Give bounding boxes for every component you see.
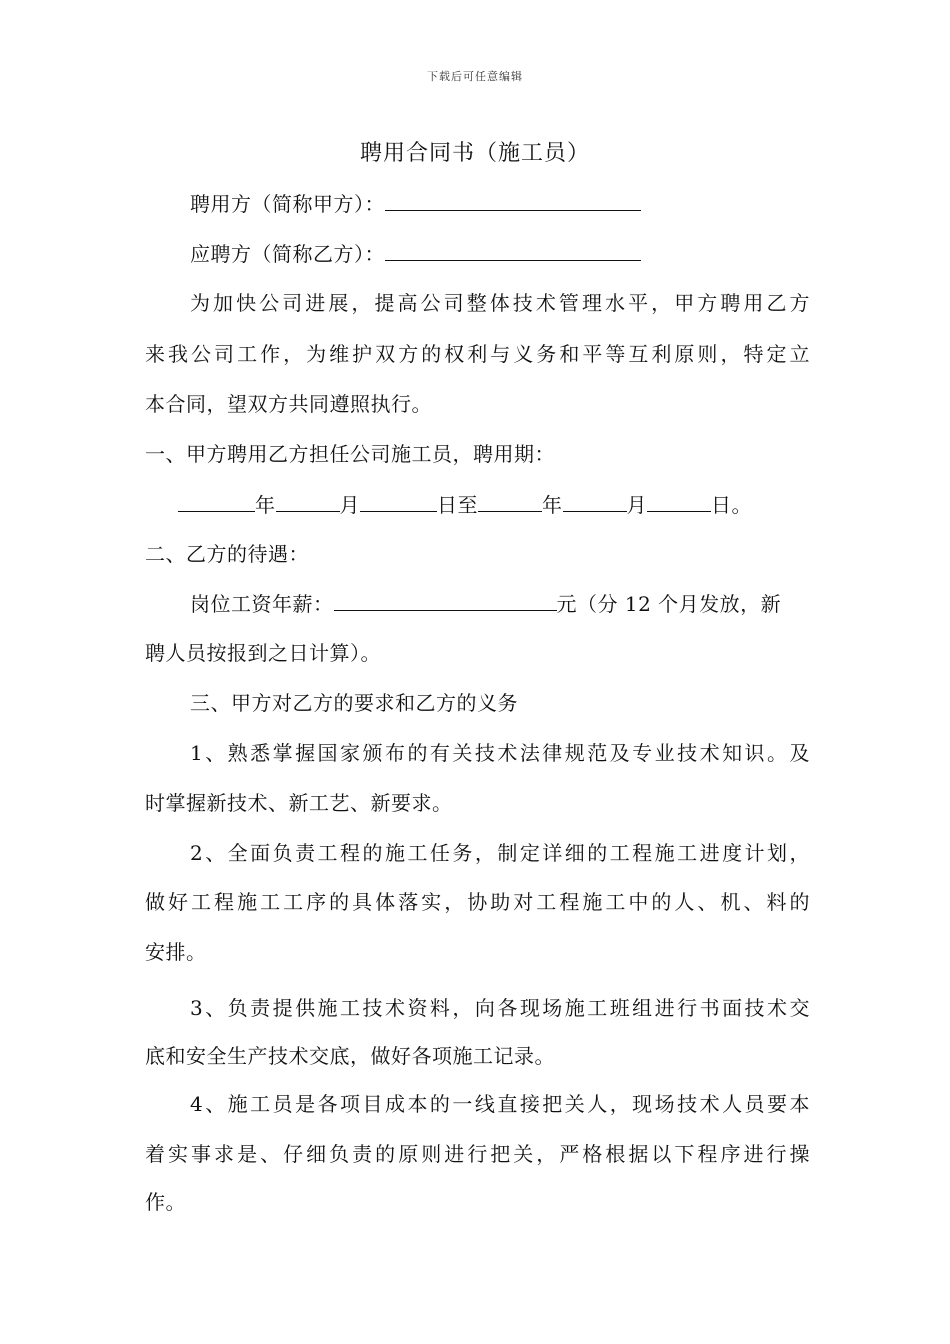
party-b-line: [190, 240, 810, 267]
party-b-label: 应聘方（简称乙方）：: [190, 242, 385, 266]
document-title: 聘用合同书（施工员）: [359, 141, 590, 166]
item-4-line-2: 着实事求是、仔细负责的原则进行把关，严格根据以下程序进行操: [145, 1142, 810, 1166]
start-day-blank[interactable]: [360, 491, 437, 512]
employment-period-line: [178, 491, 843, 518]
start-month-blank[interactable]: [276, 491, 340, 512]
period-unit: 年: [542, 493, 563, 517]
intro-line-1: 为加快公司进展，提高公司整体技术管理水平，甲方聘用乙方: [190, 291, 810, 315]
intro-line-3: 本合同，望双方共同遵照执行。: [145, 392, 432, 416]
section-3-heading: 三、甲方对乙方的要求和乙方的义务: [190, 691, 518, 715]
period-unit: 月: [626, 493, 647, 517]
period-unit: 日。: [711, 493, 752, 517]
section-1-heading: 一、甲方聘用乙方担任公司施工员，聘用期：: [145, 442, 555, 466]
party-a-line: [190, 190, 810, 217]
period-unit: 月: [339, 493, 360, 517]
salary-line: [190, 590, 810, 617]
item-3-line-1: 3、负责提供施工技术资料，向各现场施工班组进行书面技术交: [190, 996, 810, 1020]
item-2-line-3: 安排。: [145, 940, 207, 964]
item-3-line-2: 底和安全生产技术交底，做好各项施工记录。: [145, 1044, 555, 1068]
item-2-line-2: 做好工程施工工序的具体落实，协助对工程施工中的人、机、料的: [145, 890, 810, 914]
item-4-line-3: 作。: [145, 1190, 186, 1214]
party-b-blank[interactable]: [385, 240, 641, 261]
party-a-label: 聘用方（简称甲方）：: [190, 192, 385, 216]
item-4-line-1: 4、施工员是各项目成本的一线直接把关人，现场技术人员要本: [190, 1092, 810, 1116]
start-year-blank[interactable]: [178, 491, 255, 512]
salary-label: 岗位工资年薪：: [190, 592, 334, 616]
end-year-blank[interactable]: [478, 491, 542, 512]
end-day-blank[interactable]: [647, 491, 711, 512]
intro-line-2: 来我公司工作，为维护双方的权利与义务和平等互利原则，特定立: [145, 342, 810, 366]
item-1-line-1: 1、熟悉掌握国家颁布的有关技术法律规范及专业技术知识。及: [190, 741, 810, 765]
header-note: 下载后可任意编辑: [427, 70, 523, 83]
section-2-heading: 二、乙方的待遇：: [145, 542, 309, 566]
salary-suffix: 元（分 12 个月发放，新: [556, 592, 782, 616]
salary-line-2: 聘人员按报到之日计算）。: [145, 641, 381, 665]
item-2-line-1: 2、全面负责工程的施工任务，制定详细的工程施工进度计划，: [190, 841, 810, 865]
period-unit: 年: [255, 493, 276, 517]
item-1-line-2: 时掌握新技术、新工艺、新要求。: [145, 791, 453, 815]
salary-blank[interactable]: [334, 590, 557, 611]
period-unit: 日至: [437, 493, 478, 517]
end-month-blank[interactable]: [563, 491, 627, 512]
party-a-blank[interactable]: [385, 190, 641, 211]
